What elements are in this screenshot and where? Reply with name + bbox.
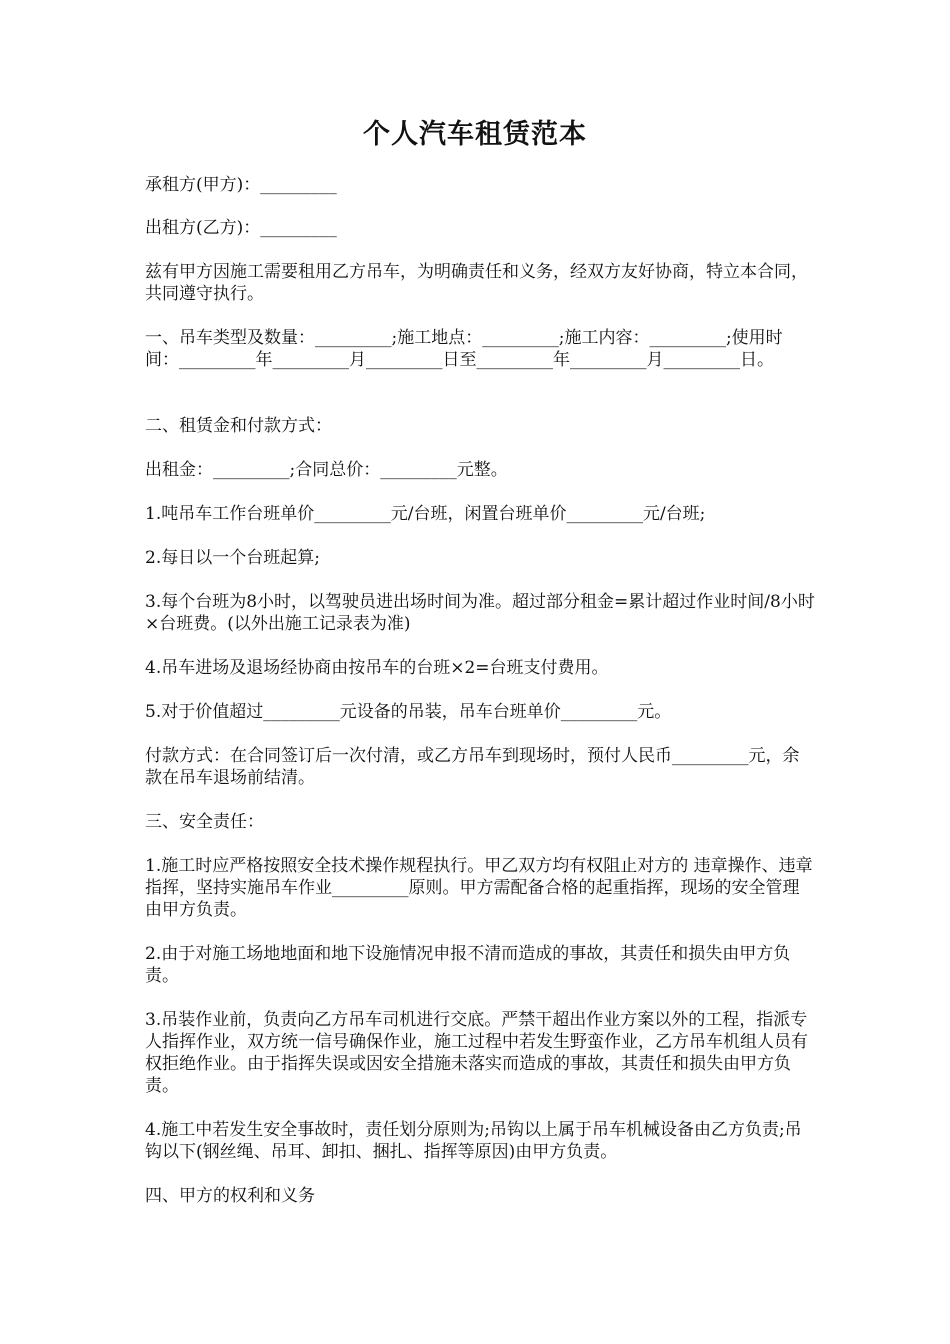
lessee-line: 承租方(甲方)：_________ xyxy=(145,175,337,195)
clause-3-2: 2.由于对施工场地地面和地下设施情况申报不清而造成的事故，其责任和损失由甲方负责。 xyxy=(145,944,791,986)
lessor-line: 出租方(乙方)：_________ xyxy=(145,218,337,238)
clause-3-1: 1.施工时应严格按照安全技术操作规程执行。甲乙双方均有权阻止对方的 违章操作、违章指挥，坚持实施吊车作业_________原则。甲方需配备合格的起重指挥，现场的安全管理由甲方负责。 xyxy=(145,856,813,920)
section-3-heading: 三、安全责任： xyxy=(145,812,264,832)
intro-paragraph: 兹有甲方因施工需要租用乙方吊车，为明确责任和义务，经双方友好协商，特立本合同，共同遵守执行。 xyxy=(145,262,808,304)
rent-total-line: 出租金：_________;合同总价：_________元整。 xyxy=(145,460,508,480)
section-1-crane-type: 一、吊车类型及数量：_________;施工地点：_________;施工内容：_________;使用时间：_________年_________月_________日至_________年_________月_________日。 xyxy=(145,328,783,370)
section-2-heading: 二、租赁金和付款方式： xyxy=(145,416,332,436)
clause-2-4: 4.吊车进场及退场经协商由按吊车的台班×2=台班支付费用。 xyxy=(145,658,609,678)
clause-2-2: 2.每日以一个台班起算; xyxy=(145,548,320,568)
document-title: 个人汽车租赁范本 xyxy=(363,119,587,150)
clause-2-5: 5.对于价值超过_________元设备的吊装，吊车台班单价_________元。 xyxy=(145,702,672,722)
clause-2-1: 1.吨吊车工作台班单价_________元/台班，闲置台班单价_________元/台班; xyxy=(145,504,706,524)
clause-3-4: 4.施工中若发生安全事故时，责任划分原则为;吊钩以上属于吊车机械设备由乙方负责;吊钩以下(钢丝绳、吊耳、卸扣、捆扎、指挥等原因)由甲方负责。 xyxy=(145,1120,802,1162)
clause-2-3: 3.每个台班为8小时，以驾驶员进出场时间为准。超过部分租金=累计超过作业时间/8小时×台班费。(以外出施工记录表为准) xyxy=(145,592,815,634)
clause-3-3: 3.吊装作业前，负责向乙方吊车司机进行交底。严禁干超出作业方案以外的工程，指派专人指挥作业，双方统一信号确保作业，施工过程中若发生野蛮作业，乙方吊车机组人员有权拒绝作业。由于指挥失误或因安全措施未落实而造成的事故，其责任和损失由甲方负责。 xyxy=(145,1010,808,1096)
section-4-heading: 四、甲方的权利和义务 xyxy=(145,1186,315,1206)
payment-method: 付款方式：在合同签订后一次付清，或乙方吊车到现场时，预付人民币_________元，余款在吊车退场前结清。 xyxy=(145,746,800,788)
